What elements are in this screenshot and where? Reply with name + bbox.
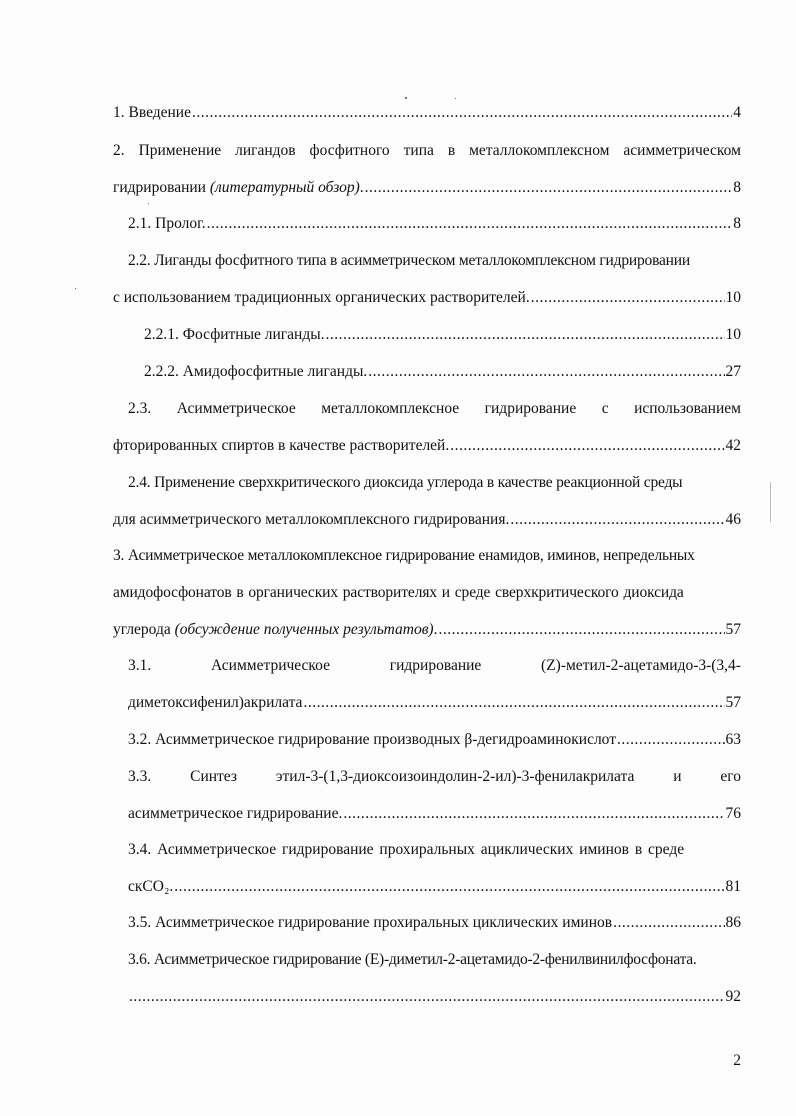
toc-leader-dots: [613, 913, 724, 933]
toc-text-italic: (литературный обзор): [209, 179, 360, 196]
toc-entry-2-2-line2[interactable]: [113, 288, 741, 308]
toc-entry-3-1-line2[interactable]: [128, 693, 741, 713]
toc-word: 3.1.: [128, 657, 152, 674]
toc-page-number: 4: [733, 104, 741, 121]
toc-word: типа: [403, 142, 434, 159]
toc-word: Синтез: [190, 768, 238, 785]
toc-leader-dots: [343, 804, 724, 824]
toc-entry-title: с использованием традиционных органических растворителей.: [113, 289, 530, 306]
toc-entry-title: 2.2.1. Фосфитные лиганды.: [144, 326, 325, 343]
toc-page-number: 57: [725, 694, 741, 711]
toc-entry-2-2-line1[interactable]: 2.2. Лиганды фосфитного типа в асимметрическом металлокомплексном гидрировании: [128, 252, 690, 269]
toc-page-number: 10: [725, 326, 741, 343]
toc-entry-title: асимметрическое гидрирование.: [128, 805, 343, 822]
toc-word: 3.3.: [128, 768, 152, 785]
toc-leader-dots: [531, 288, 725, 308]
toc-leader-dots: [192, 103, 732, 123]
toc-entry-title: 1. Введение: [113, 104, 191, 121]
toc-text-end: .: [433, 621, 438, 638]
toc-text-italic: (обсуждение полученных результатов): [174, 621, 434, 638]
toc-word: Асимметрическое: [176, 400, 296, 417]
toc-word: гидрирование: [389, 657, 482, 674]
toc-entry-3-3-line2[interactable]: [128, 804, 741, 824]
toc-entry-3-1-line1[interactable]: [128, 656, 741, 676]
toc-entry-2-3-line2[interactable]: [113, 436, 741, 456]
toc-page-number: 10: [725, 289, 741, 306]
toc-leader-dots: [365, 178, 733, 198]
toc-entry-ch3-line2[interactable]: амидофосфонатов в органических растворителях и среде сверхкритического диоксида: [113, 584, 684, 601]
toc-entry-title: диметоксифенил)акрилата: [128, 694, 303, 711]
toc-page-number: 81: [725, 878, 741, 895]
toc-entry-title: фторированных спиртов в качестве растворителей.: [113, 437, 450, 454]
toc-word: этил-3-(1,3-диоксоизоиндолин-2-ил)-3-фенилакрилата: [275, 768, 635, 785]
toc-entry-title: для асимметрического металлокомплексного гидрирования.: [113, 511, 510, 528]
toc-entry-3-2[interactable]: [128, 730, 741, 750]
toc-page-number: 57: [725, 621, 741, 638]
toc-entry-3-4-line2[interactable]: [128, 877, 741, 897]
toc-entry-3-5[interactable]: [128, 913, 741, 933]
toc-word: Применение: [138, 142, 222, 159]
toc-leader-dots: [174, 877, 724, 897]
toc-entry-title: 3.2. Асимметрическое гидрирование производных β-дегидроаминокислот: [128, 731, 617, 748]
toc-entry-ch2-line1[interactable]: [113, 141, 741, 161]
toc-entry-2-1[interactable]: [128, 214, 741, 234]
toc-leader-dots: [450, 436, 724, 456]
toc-leader-dots: [617, 730, 724, 750]
toc-word: 2.: [113, 142, 125, 159]
toc-page-number: 92: [725, 988, 741, 1005]
toc-page-number: 8: [733, 215, 741, 232]
toc-entry-title: 2.2.2. Амидофосфитные лиганды.: [144, 363, 368, 380]
toc-word: в: [447, 142, 456, 159]
toc-word: гидрирование: [484, 400, 577, 417]
toc-word: и: [673, 768, 682, 785]
toc-entry-3-6-line1[interactable]: 3.6. Асимметрическое гидрирование (E)-диметил-2-ацетамидо-2-фенилвинилфосфоната.: [128, 951, 697, 968]
toc-page-number: 46: [725, 511, 741, 528]
toc-word: (Z)-метил-2-ацетамидо-3-(3,4-: [541, 657, 741, 674]
toc-entry-2-2-2[interactable]: [144, 362, 741, 382]
toc-text-end: .: [359, 179, 364, 196]
toc-entry-ch2-line2[interactable]: [113, 178, 741, 198]
toc-page-number: 27: [725, 363, 741, 380]
toc-page-number: 76: [725, 805, 741, 822]
toc-entry-2-2-1[interactable]: [144, 325, 741, 345]
toc-leader-dots: [326, 325, 725, 345]
toc-entry-title: скCO₂.: [128, 878, 174, 895]
toc-word: 2.3.: [128, 400, 152, 417]
toc-entry-ch3-line3[interactable]: [113, 620, 741, 640]
toc-word: использованием: [634, 400, 741, 417]
toc-entry-3-6-line2[interactable]: [128, 987, 741, 1007]
toc-text-plain: углерода: [113, 621, 175, 638]
toc-entry-2-3-line1[interactable]: [128, 399, 741, 419]
toc-page-number: 86: [725, 914, 741, 931]
toc-entry-title: 2.1. Пролог.: [128, 215, 206, 232]
toc-word: Асимметрическое: [211, 657, 330, 674]
toc-word: фосфитного: [309, 142, 390, 159]
toc-word: его: [720, 768, 741, 785]
toc-word: металлокомплексное: [321, 400, 460, 417]
page-number: 2: [733, 1052, 741, 1069]
toc-word: металлокомплексном: [469, 142, 610, 159]
toc-entry-2-4-line2[interactable]: [113, 510, 741, 530]
toc-text-plain: гидрировании: [113, 179, 210, 196]
toc-page-number: 8: [733, 179, 741, 196]
toc-entry-ch3-line1[interactable]: 3. Асимметрическое металлокомплексное гидрирование енамидов, иминов, непредельных: [113, 547, 695, 564]
toc-entry-title: 3.5. Асимметрическое гидрирование прохиральных циклических иминов: [128, 914, 613, 931]
toc-leader-dots: [129, 987, 725, 1007]
toc-leader-dots: [207, 214, 733, 234]
toc-word: лигандов: [235, 142, 296, 159]
toc-entry-3-3-line1[interactable]: [128, 767, 741, 787]
toc-page-number: 42: [725, 437, 741, 454]
toc-entry-title: [113, 620, 437, 640]
toc-leader-dots: [438, 620, 724, 640]
toc-page-number: 63: [725, 731, 741, 748]
toc-word: с: [601, 400, 609, 417]
toc-entry-3-4-line1[interactable]: 3.4. Асимметрическое гидрирование прохиральных ациклических иминов в среде: [128, 841, 685, 858]
toc-leader-dots: [368, 362, 724, 382]
toc-leader-dots: [303, 693, 724, 713]
toc-entry-2-4-line1[interactable]: 2.4. Применение сверхкритического диоксида углерода в качестве реакционной среды: [128, 474, 683, 491]
toc-entry-intro[interactable]: [113, 103, 741, 123]
toc-word: асимметрическом: [623, 142, 741, 159]
toc-entry-title: [113, 178, 364, 198]
toc-leader-dots: [510, 510, 724, 530]
